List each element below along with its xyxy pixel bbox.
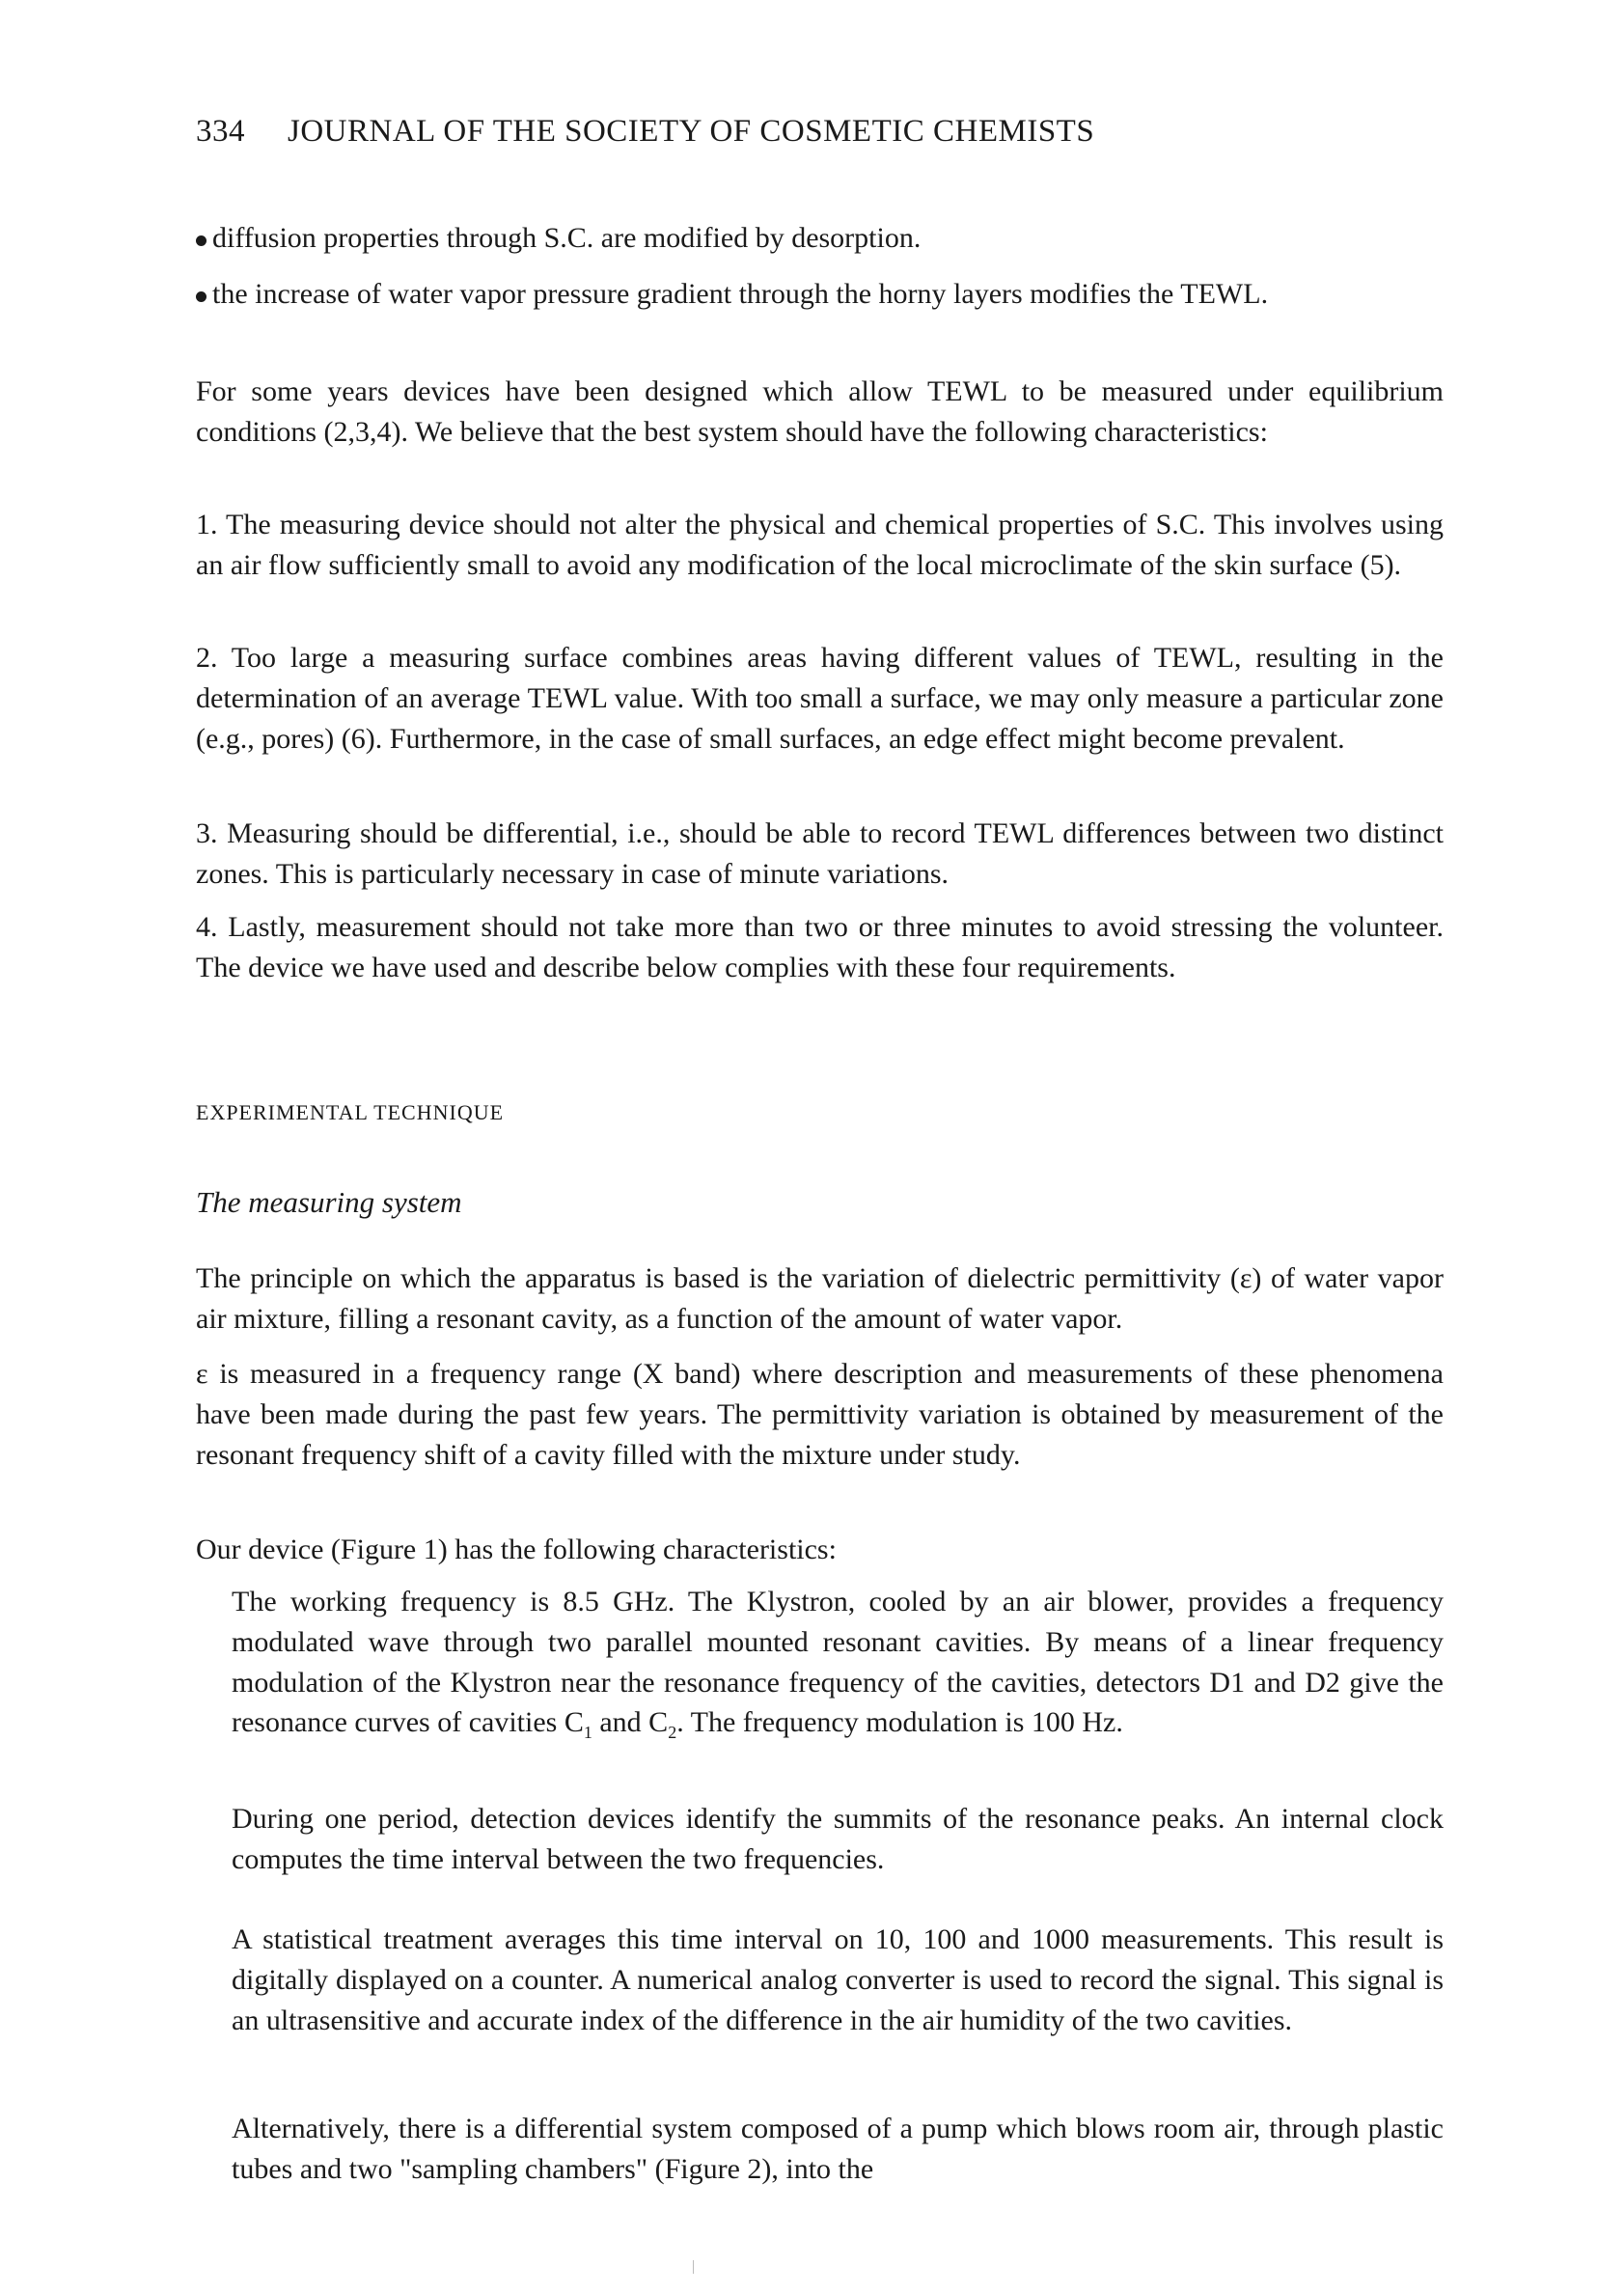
bullet-item: [196, 218, 1469, 259]
bullet-icon: [196, 235, 206, 246]
text: The working frequency is 8.5 GHz. The Klystron, cooled by an air blower, provides a frequency modulated wave through two parallel mounted resonant cavities. By means of a linear frequency modulation of the Klystron near the resonance frequency of the cavities, detectors D1 and D2 give the resonance curves of cavities C: [232, 1586, 1444, 1739]
page-number: 334: [196, 114, 245, 149]
working-frequency-paragraph: [232, 1582, 1444, 1754]
requirement-1: 1. The measuring device should not alter the physical and chemical properties of S.C. This involves using an air flow sufficiently small to avoid any modification of the local microclimate of the skin surface (5).: [196, 509, 1444, 581]
text: . The frequency modulation is 100 Hz.: [676, 1706, 1123, 1739]
device-paragraph: Our device (Figure 1) has the following characteristics:: [196, 1534, 837, 1565]
subscript: 2: [668, 1723, 677, 1743]
requirement-3: 3. Measuring should be differential, i.e., should be able to record TEWL differences between two distinct zones. This is particularly necessary in case of minute variations.: [196, 817, 1444, 890]
running-header: [196, 114, 1094, 150]
requirement-4: 4. Lastly, measurement should not take more than two or three minutes to avoid stressing the volunteer. The device we have used and describe below complies with these four requirements.: [196, 911, 1444, 983]
epsilon-paragraph: ε is measured in a frequency range (X band) where description and measurements of these phenomena have been made during the past few years. The permittivity variation is obtained by measurement of the resonant frequency shift of a cavity filled with the mixture under study.: [196, 1358, 1444, 1471]
section-heading: EXPERIMENTAL TECHNIQUE: [196, 1100, 505, 1124]
scan-mark: [693, 2260, 694, 2274]
bullet-item: [196, 274, 1469, 315]
journal-title: JOURNAL OF THE SOCIETY OF COSMETIC CHEMISTS: [288, 114, 1095, 149]
bullet-text: diffusion properties through S.C. are modified by desorption.: [212, 222, 922, 254]
text: and C: [592, 1706, 669, 1739]
statistical-paragraph: A statistical treatment averages this time interval on 10, 100 and 1000 measurements. This result is digitally displayed on a counter. A numerical analog converter is used to record the signal. This signal is an ultrasensitive and accurate index of the difference in the air humidity of the two cavities.: [232, 1923, 1444, 2036]
during-paragraph: During one period, detection devices identify the summits of the resonance peaks. An internal clock computes the time interval between the two frequencies.: [232, 1803, 1444, 1875]
subscript: 1: [583, 1723, 592, 1743]
alternatively-paragraph: Alternatively, there is a differential system composed of a pump which blows room air, through plastic tubes and two "sampling chambers" (Figure 2), into the: [232, 2113, 1444, 2185]
bullet-icon: [196, 291, 206, 302]
principle-paragraph: The principle on which the apparatus is based is the variation of dielectric permittivity (ε) of water vapor air mixture, filling a resonant cavity, as a function of the amount of water vapor.: [196, 1262, 1444, 1335]
bullet-text: the increase of water vapor pressure gradient through the horny layers modifies the TEWL.: [212, 278, 1269, 310]
requirement-2: 2. Too large a measuring surface combines areas having different values of TEWL, resulting in the determination of an average TEWL value. With too small a surface, we may only measure a particular zone (e.g., pores) (6). Furthermore, in the case of small surfaces, an edge effect might become prevalent.: [196, 642, 1444, 755]
subsection-heading: The measuring system: [196, 1185, 462, 1219]
intro-paragraph: For some years devices have been designed which allow TEWL to be measured under equilibrium conditions (2,3,4). We believe that the best system should have the following characteristics:: [196, 375, 1444, 448]
